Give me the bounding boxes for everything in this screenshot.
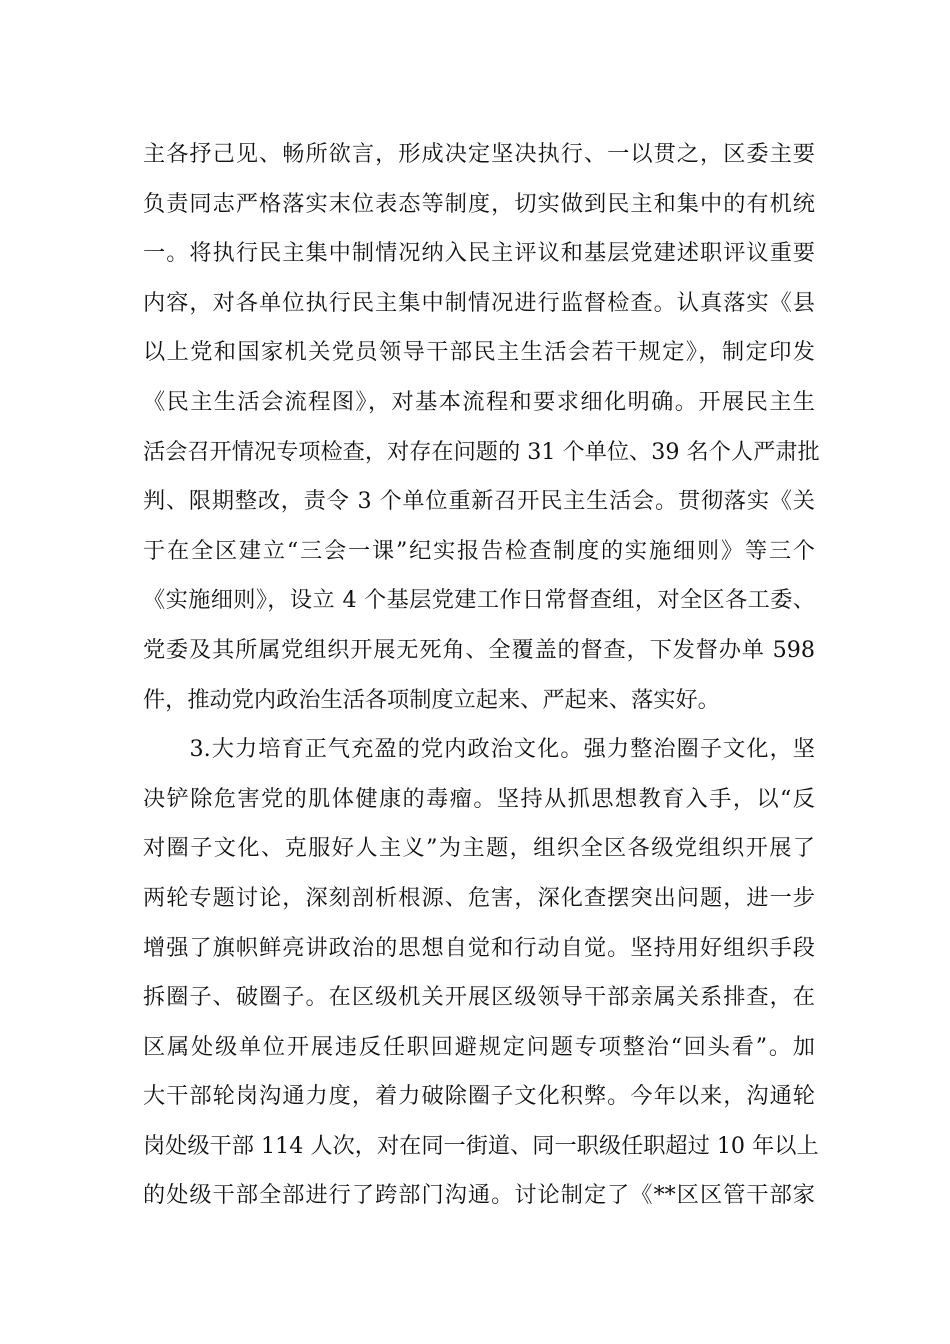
text-line: 件，推动党内政治生活各项制度立起来、严起来、落实好。	[143, 686, 720, 713]
text-line: 活会召开情况专项检查，对存在问题的 31 个单位、39 名个人严肃批	[143, 438, 820, 465]
text-line: 的处级干部全部进行了跨部门沟通。讨论制定了《**区区管干部家	[143, 1182, 815, 1209]
text-line: 一。将执行民主集中制情况纳入民主评议和基层党建述职评议重要	[143, 240, 815, 267]
paragraph-1	[143, 130, 820, 725]
text-line: 内容，对各单位执行民主集中制情况进行监督检查。认真落实《县	[143, 289, 815, 316]
text-line: 决铲除危害党的肌体健康的毒瘤。坚持从抓思想教育入手，以“反	[143, 785, 815, 812]
paragraph-2	[143, 725, 819, 1221]
text-line: 增强了旗帜鲜亮讲政治的思想自觉和行动自觉。坚持用好组织手段	[143, 934, 815, 961]
text-line: 《民主生活会流程图》，对基本流程和要求细化明确。开展民主生	[143, 388, 815, 415]
text-line: 《实施细则》，设立 4 个基层党建工作日常督查组，对全区各工委、	[143, 587, 815, 614]
text-line: 大干部轮岗沟通力度，着力破除圈子文化积弊。今年以来，沟通轮	[143, 1083, 815, 1110]
text-line: 党委及其所属党组织开展无死角、全覆盖的督查，下发督办单 598	[143, 636, 815, 663]
text-line: 判、限期整改，责令 3 个单位重新召开民主生活会。贯彻落实《关	[143, 488, 815, 515]
text-line: 对圈子文化、克服好人主义”为主题，组织全区各级党组织开展了	[143, 835, 815, 862]
text-line: 负责同志严格落实末位表态等制度，切实做到民主和集中的有机统	[143, 190, 815, 217]
text-line: 主各抒己见、畅所欲言，形成决定坚决执行、一以贯之，区委主要	[143, 141, 815, 167]
text-line: 岗处级干部 114 人次，对在同一街道、同一职级任职超过 10 年以上	[143, 1132, 819, 1159]
text-line: 以上党和国家机关党员领导干部民主生活会若干规定》，制定印发	[143, 339, 815, 366]
text-line: 拆圈子、破圈子。在区级机关开展区级领导干部亲属关系排查，在	[143, 984, 815, 1011]
text-line: 于在全区建立“三会一课”纪实报告检查制度的实施细则》等三个	[143, 537, 815, 564]
document-body	[143, 130, 820, 1221]
text-line: 区属处级单位开展违反任职回避规定问题专项整治“回头看”。加	[143, 1033, 815, 1060]
text-line: 3.大力培育正气充盈的党内政治文化。强力整治圈子文化，坚	[143, 736, 815, 763]
text-line: 两轮专题讨论，深刻剖析根源、危害，深化查摆突出问题，进一步	[143, 884, 815, 911]
